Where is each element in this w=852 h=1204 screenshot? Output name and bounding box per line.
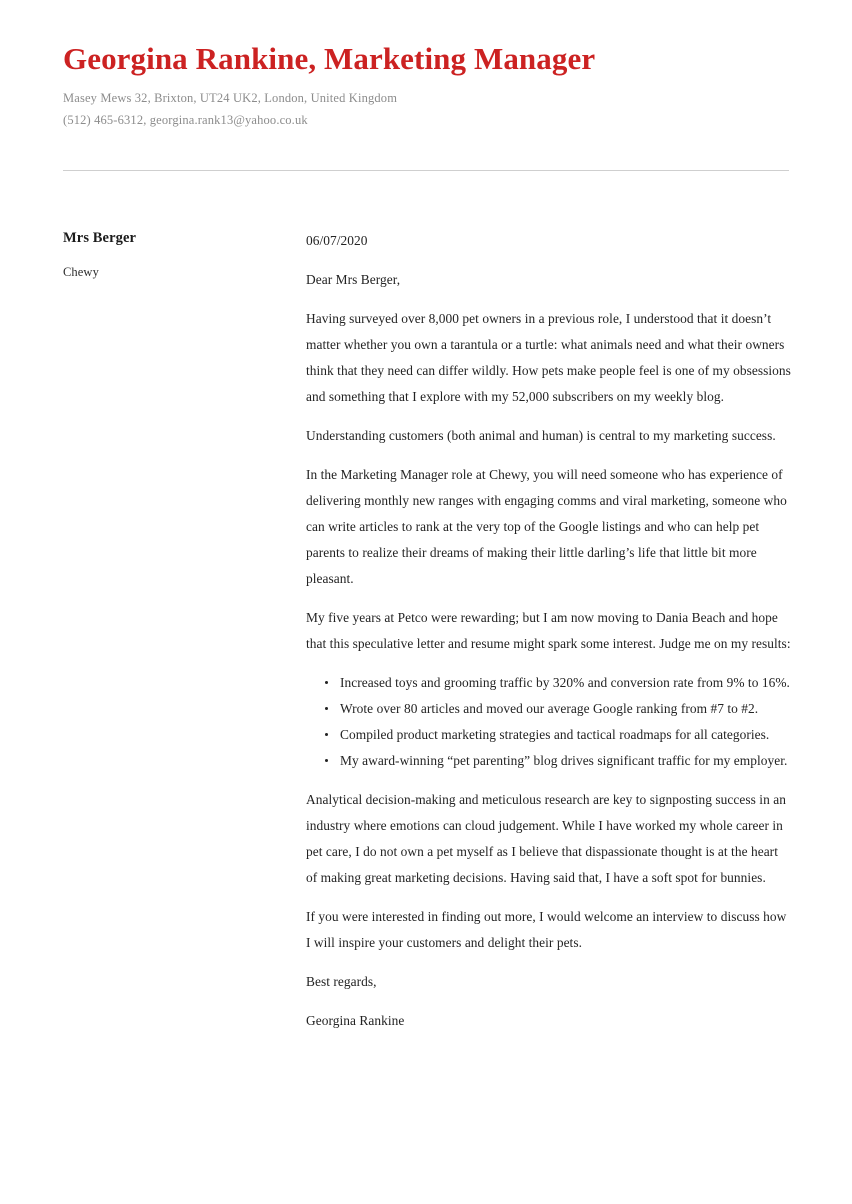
list-item bbox=[306, 670, 791, 696]
sender-contact: (512) 465-6312, georgina.rank13@yahoo.co.uk bbox=[63, 113, 308, 127]
bullet-point-icon bbox=[325, 707, 328, 710]
letter-paragraph: Understanding customers (both animal and human) is central to my marketing success. bbox=[306, 428, 776, 443]
list-item bbox=[306, 696, 791, 722]
list-item-label: My award-winning “pet parenting” blog drives significant traffic for my employer. bbox=[340, 753, 788, 768]
letter-paragraph: Having surveyed over 8,000 pet owners in a previous role, I understood that it doesn’t matter whether you own a tarantula or a turtle: what animals need and what their owners think that they need can differ wildly. How pets make people feel is one of my obsessions and something that I explore with my 52,000 subscribers on my weekly blog. bbox=[306, 311, 791, 404]
page-title: Georgina Rankine, Marketing Manager bbox=[63, 41, 596, 76]
list-item bbox=[306, 722, 791, 748]
header-divider bbox=[63, 170, 789, 171]
letter-salutation: Dear Mrs Berger, bbox=[306, 272, 401, 287]
bullet-point-icon bbox=[325, 759, 328, 762]
list-item-label: Wrote over 80 articles and moved our average Google ranking from #7 to #2. bbox=[340, 701, 759, 716]
contact-block bbox=[63, 87, 789, 131]
letter-header bbox=[63, 40, 789, 131]
sender-address: Masey Mews 32, Brixton, UT24 UK2, London, United Kingdom bbox=[63, 91, 398, 105]
list-item-label: Increased toys and grooming traffic by 320% and conversion rate from 9% to 16%. bbox=[340, 675, 790, 690]
recipient-company: Chewy bbox=[63, 265, 99, 279]
letter-signature: Georgina Rankine bbox=[306, 1013, 405, 1028]
letter-paragraph: If you were interested in finding out more, I would welcome an interview to discuss how I will inspire your customers and delight their pets. bbox=[306, 909, 787, 950]
recipient-name: Mrs Berger bbox=[63, 230, 137, 246]
list-item bbox=[306, 748, 791, 774]
results-list bbox=[306, 670, 791, 774]
letter-paragraph: My five years at Petco were rewarding; but I am now moving to Dania Beach and hope that this speculative letter and resume might spark some interest. Judge me on my results: bbox=[306, 610, 791, 651]
letter-content bbox=[306, 228, 791, 1034]
bullet-point-icon bbox=[325, 681, 328, 684]
recipient-block bbox=[63, 228, 283, 282]
letter-paragraph: In the Marketing Manager role at Chewy, you will need someone who has experience of delivering monthly new ranges with engaging comms and viral marketing, someone who can write articles to rank at the very top of the Google listings and who can help pet parents to realize their dreams of making their little darling’s life that little bit more pleasant. bbox=[306, 467, 787, 586]
list-item-label: Compiled product marketing strategies and tactical roadmaps for all categories. bbox=[340, 727, 770, 742]
letter-date: 06/07/2020 bbox=[306, 233, 368, 248]
letter-paragraph: Analytical decision-making and meticulous research are key to signposting success in an industry where emotions can cloud judgement. While I have worked my whole career in pet care, I do not own a pet myself as I believe that dispassionate thought is at the heart of making great marketing decisions. Having said that, I have a soft spot for bunnies. bbox=[306, 792, 786, 885]
bullet-point-icon bbox=[325, 733, 328, 736]
letter-closing: Best regards, bbox=[306, 974, 377, 989]
